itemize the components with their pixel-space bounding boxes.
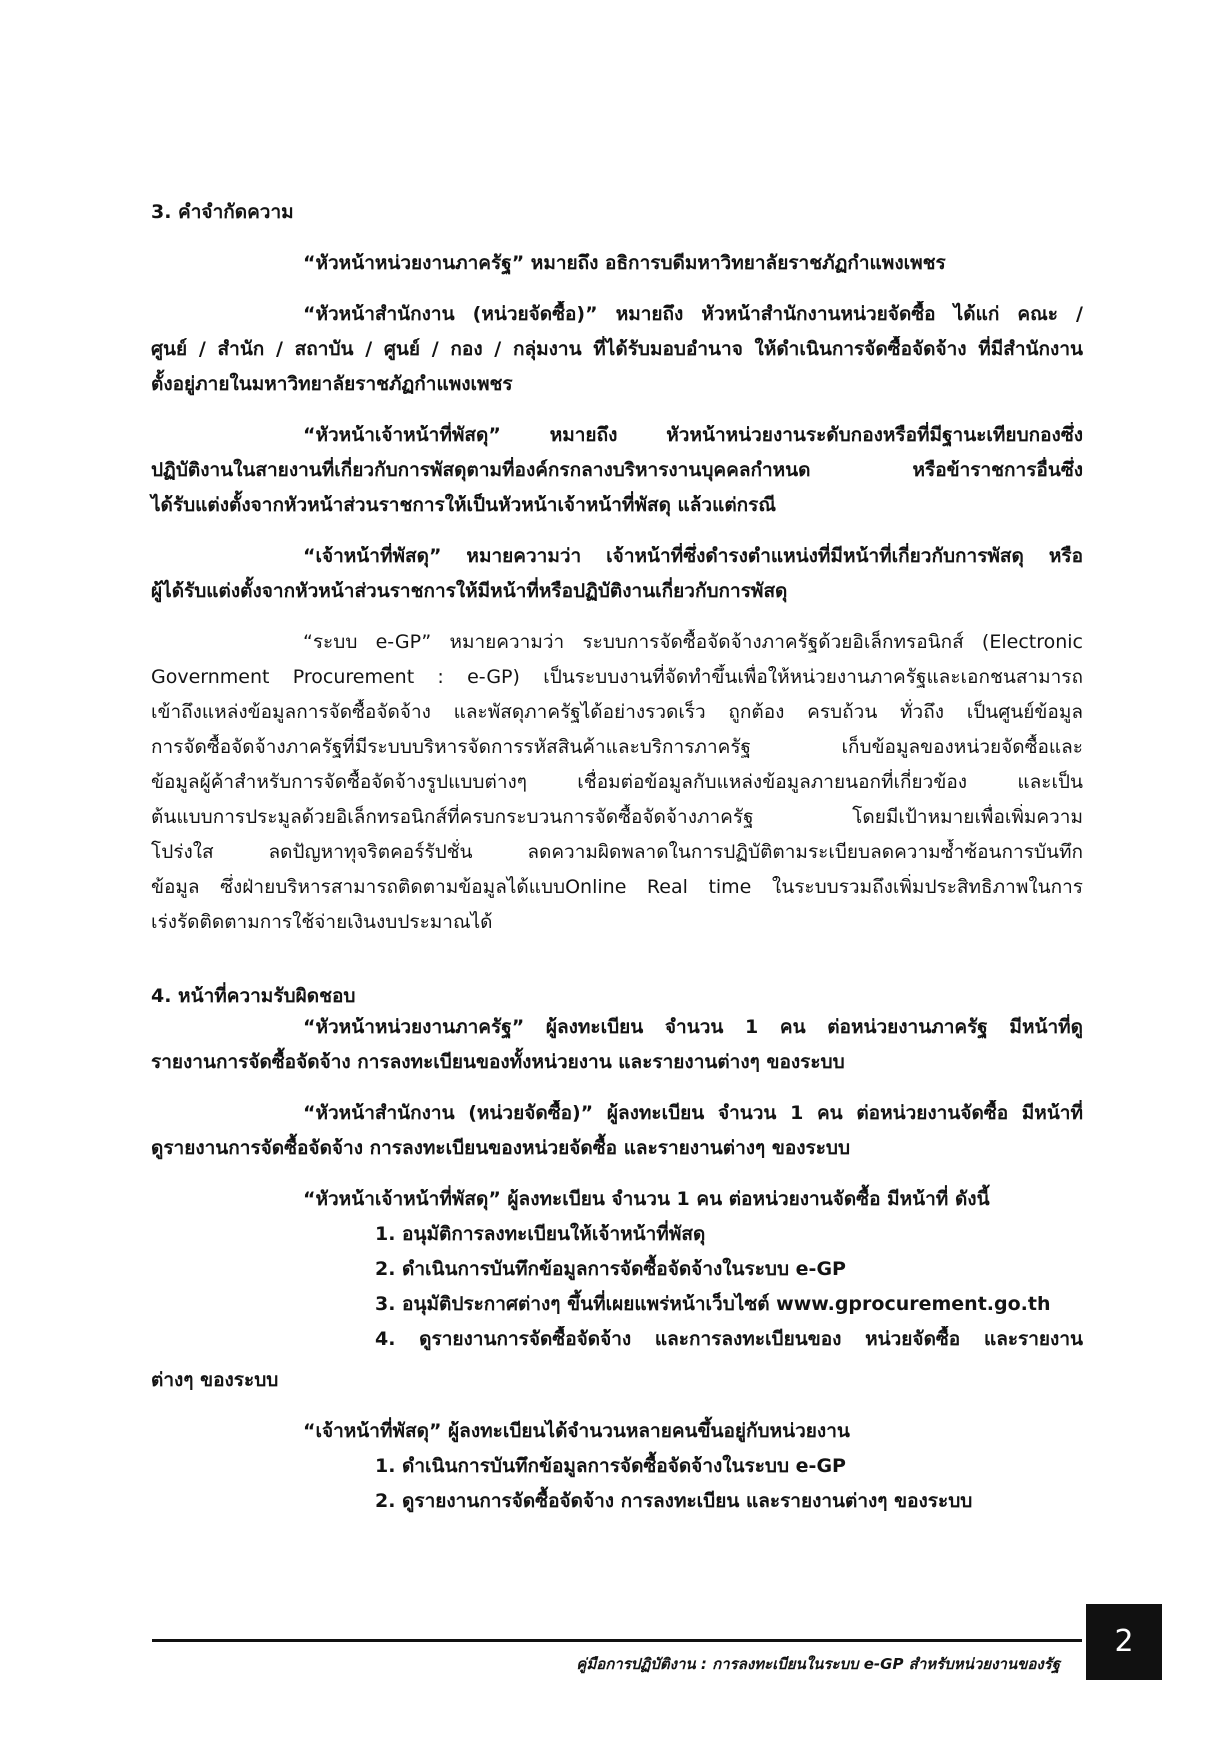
footer-title: คู่มือการปฏิบัติงาน : การลงทะเบียนในระบบ e-GP สำหรับหน่วยงานของรัฐ <box>576 1655 1060 1673</box>
definition-egp-line2: Government Procurement : e-GP) เป็นระบบงานที่จัดทำขึ้นเพื่อให้หน่วยงานภาครัฐและเอกชนสามารถ <box>151 666 1083 688</box>
footer-divider <box>152 1639 1082 1642</box>
definition-procurement-officer-line1: “เจ้าหน้าที่พัสดุ” หมายความว่า เจ้าหน้าที่ซึ่งดำรงตำแหน่งที่มีหน้าที่เกี่ยวกับการพัสดุ หรือ <box>303 545 1083 567</box>
list-item: 1. ดำเนินการบันทึกข้อมูลการจัดซื้อจัดจ้างในระบบ e-GP <box>375 1455 846 1477</box>
definition-egp-line6: ต้นแบบการประมูลด้วยอิเล็กทรอนิกส์ที่ครบกระบวนการจัดซื้อจัดจ้างภาครัฐ โดยมีเป้าหมายเพื่อเพิ่มความ <box>151 806 1083 828</box>
definition-egp-line8: ข้อมูล ซึ่งฝ่ายบริหารสามารถติดตามข้อมูลได้แบบOnline Real time ในระบบรวมถึงเพิ่มประสิทธิภาพในการ <box>151 876 1083 898</box>
page-number: 2 <box>1086 1604 1162 1680</box>
definition-office-head-line2: ศูนย์ / สำนัก / สถาบัน / ศูนย์ / กอง / กลุ่มงาน ที่ได้รับมอบอำนาจ ให้ดำเนินการจัดซื้อจัดจ้าง ที่มีสำนักงาน <box>151 338 1083 360</box>
list-item: 2. ดำเนินการบันทึกข้อมูลการจัดซื้อจัดจ้างในระบบ e-GP <box>375 1258 846 1280</box>
section-4-heading: 4. หน้าที่ความรับผิดชอบ <box>151 985 356 1007</box>
definition-egp-line7: โปร่งใส ลดปัญหาทุจริตคอร์รัปชั่น ลดความผิดพลาดในการปฏิบัติตามระเบียบลดความซ้ำซ้อนการบันทึก <box>151 841 1083 863</box>
list-item: 4. ดูรายงานการจัดซื้อจัดจ้าง และการลงทะเบียนของ หน่วยจัดซื้อ และรายงาน <box>375 1328 1083 1350</box>
list-item: 1. อนุมัติการลงทะเบียนให้เจ้าหน้าที่พัสดุ <box>375 1223 706 1245</box>
duty-office-head-line1: “หัวหน้าสำนักงาน (หน่วยจัดซื้อ)” ผู้ลงทะเบียน จำนวน 1 คน ต่อหน่วยงานจัดซื้อ มีหน้าที่ <box>303 1102 1083 1124</box>
definition-egp-line1: “ระบบ e-GP” หมายความว่า ระบบการจัดซื้อจัดจ้างภาครัฐด้วยอิเล็กทรอนิกส์ (Electronic <box>303 631 1083 653</box>
section-3-heading: 3. คำจำกัดความ <box>151 201 294 223</box>
duty-chief-procurement-intro: “หัวหน้าเจ้าหน้าที่พัสดุ” ผู้ลงทะเบียน จำนวน 1 คน ต่อหน่วยงานจัดซื้อ มีหน้าที่ ดังนี้ <box>303 1188 990 1210</box>
definition-chief-procurement-line3: ได้รับแต่งตั้งจากหัวหน้าส่วนราชการให้เป็นหัวหน้าเจ้าหน้าที่พัสดุ แล้วแต่กรณี <box>151 494 776 516</box>
duty-office-head-line2: ดูรายงานการจัดซื้อจัดจ้าง การลงทะเบียนของหน่วยจัดซื้อ และรายงานต่างๆ ของระบบ <box>151 1137 851 1159</box>
definition-egp-line3: เข้าถึงแหล่งข้อมูลการจัดซื้อจัดจ้าง และพัสดุภาครัฐได้อย่างรวดเร็ว ถูกต้อง ครบถ้วน ทั่วถึง เป็นศูนย์ข้อมูล <box>151 701 1083 723</box>
duty-procurement-officer-intro: “เจ้าหน้าที่พัสดุ” ผู้ลงทะเบียนได้จำนวนหลายคนขึ้นอยู่กับหน่วยงาน <box>303 1420 850 1442</box>
list-item: 2. ดูรายงานการจัดซื้อจัดจ้าง การลงทะเบียน และรายงานต่างๆ ของระบบ <box>375 1490 973 1512</box>
definition-egp-line4: การจัดซื้อจัดจ้างภาครัฐที่มีระบบบริหารจัดการรหัสสินค้าและบริการภาครัฐ เก็บข้อมูลของหน่วยจัดซื้อและ <box>151 736 1083 758</box>
definition-procurement-officer-line2: ผู้ได้รับแต่งตั้งจากหัวหน้าส่วนราชการให้มีหน้าที่หรือปฏิบัติงานเกี่ยวกับการพัสดุ <box>151 580 788 602</box>
definition-egp-line9: เร่งรัดติดตามการใช้จ่ายเงินงบประมาณได้ <box>151 911 493 933</box>
definition-office-head-line1: “หัวหน้าสำนักงาน (หน่วยจัดซื้อ)” หมายถึง หัวหน้าสำนักงานหน่วยจัดซื้อ ได้แก่ คณะ / <box>303 303 1083 325</box>
definition-chief-procurement-line2: ปฏิบัติงานในสายงานที่เกี่ยวกับการพัสดุตามที่องค์กรกลางบริหารงานบุคคลกำหนด หรือข้าราชการอื่นซึ่ง <box>151 459 1083 481</box>
list-item-continuation: ต่างๆ ของระบบ <box>151 1369 279 1391</box>
definition-office-head-line3: ตั้งอยู่ภายในมหาวิทยาลัยราชภัฏกำแพงเพชร <box>151 373 513 395</box>
definition-chief-procurement-line1: “หัวหน้าเจ้าหน้าที่พัสดุ” หมายถึง หัวหน้าหน่วยงานระดับกองหรือที่มีฐานะเทียบกองซึ่ง <box>303 424 1083 446</box>
duty-agency-head-line1: “หัวหน้าหน่วยงานภาครัฐ” ผู้ลงทะเบียน จำนวน 1 คน ต่อหน่วยงานภาครัฐ มีหน้าที่ดู <box>303 1016 1083 1038</box>
definition-egp-line5: ข้อมูลผู้ค้าสำหรับการจัดซื้อจัดจ้างรูปแบบต่างๆ เชื่อมต่อข้อมูลกับแหล่งข้อมูลภายนอกที่เกี่ยวข้อง และเป็น <box>151 771 1083 793</box>
definition-agency-head: “หัวหน้าหน่วยงานภาครัฐ” หมายถึง อธิการบดีมหาวิทยาลัยราชภัฏกำแพงเพชร <box>303 252 946 274</box>
duty-agency-head-line2: รายงานการจัดซื้อจัดจ้าง การลงทะเบียนของทั้งหน่วยงาน และรายงานต่างๆ ของระบบ <box>151 1051 845 1073</box>
list-item: 3. อนุมัติประกาศต่างๆ ขึ้นที่เผยแพร่หน้าเว็บไซต์ www.gprocurement.go.th <box>375 1293 1051 1315</box>
